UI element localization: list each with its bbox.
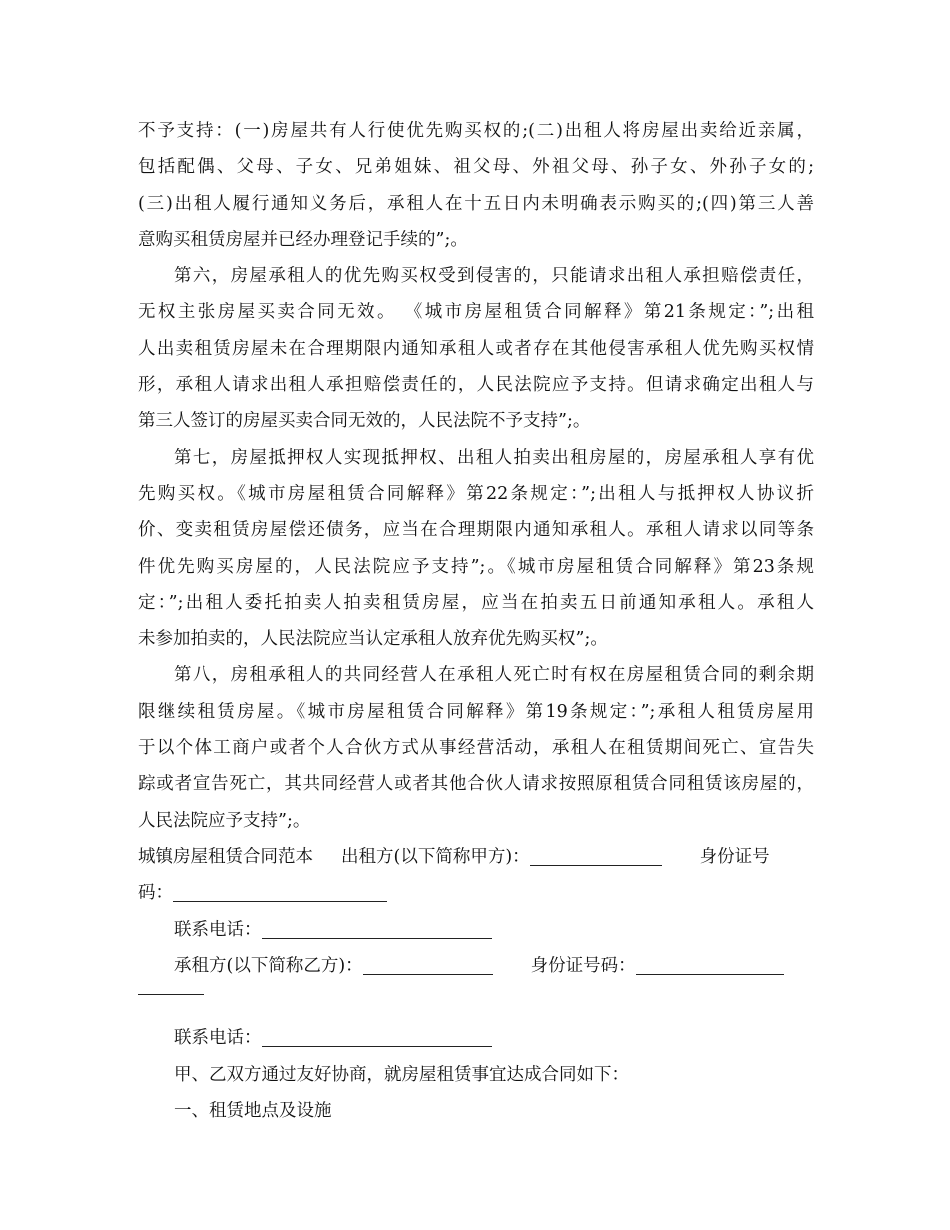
paragraph-line: 踪或者宣告死亡，其共同经营人或者其他合伙人请求按照原租赁合同租赁该房屋的， — [138, 774, 814, 795]
lessor-label: 出租方(以下简称甲方)： — [341, 846, 530, 867]
paragraph-line: 先购买权。《城市房屋租赁合同解释》第22条规定：”;出租人与抵押权人协议折 — [138, 483, 814, 504]
lessor-phone-label: 联系电话： — [174, 919, 262, 940]
lessor-line — [138, 839, 814, 875]
lessee-id-blank — [636, 954, 784, 975]
lessee-id-blank-tail — [138, 994, 204, 995]
lessor-name-blank — [530, 845, 662, 866]
agreement-statement: 甲、乙双方通过友好协商，就房屋租赁事宜达成合同如下： — [174, 1064, 629, 1085]
document-page — [138, 113, 814, 1129]
lessee-phone-blank — [262, 1026, 492, 1047]
contract-title: 城镇房屋租赁合同范本 — [138, 846, 313, 867]
paragraph-line: 定：”;出租人委托拍卖人拍卖租赁房屋，应当在拍卖五日前通知承租人。承租人 — [138, 592, 814, 613]
paragraph-line: 限继续租赁房屋。《城市房屋租赁合同解释》第19条规定：”;承租人租赁房屋用 — [138, 701, 814, 722]
lessee-phone-label: 联系电话： — [174, 1028, 262, 1049]
paragraph-line: 形，承租人请求出租人承担赔偿责任的，人民法院应予支持。但请求确定出租人与 — [138, 375, 814, 396]
paragraph-line: (三)出租人履行通知义务后，承租人在十五日内未明确表示购买的;(四)第三人善 — [138, 193, 814, 214]
lessee-id-blank-continued — [138, 984, 814, 1020]
lessor-phone-line — [138, 912, 814, 948]
paragraph-line: 人出卖租赁房屋未在合理期限内通知承租人或者存在其他侵害承租人优先购买权情 — [138, 338, 814, 359]
lessor-phone-blank — [262, 918, 492, 939]
section-heading: 一、租赁地点及设施 — [174, 1101, 332, 1122]
paragraph-line: 价、变卖租赁房屋偿还债务，应当在合理期限内通知承租人。承租人请求以同等条 — [138, 520, 814, 541]
lessee-name-blank — [363, 954, 493, 975]
lessor-id-label: 身份证号 — [699, 846, 770, 867]
paragraph-line: 未参加拍卖的，人民法院应当认定承租人放弃优先购买权”;。 — [138, 629, 608, 650]
lessee-phone-line — [138, 1020, 814, 1056]
paragraph-line: 第七，房屋抵押权人实现抵押权、出租人拍卖出租房屋的，房屋承租人享有优 — [174, 447, 814, 468]
lessee-id-label: 身份证号码： — [530, 955, 636, 976]
paragraph-line: 包括配偶、父母、子女、兄弟姐妹、祖父母、外祖父母、孙子女、外孙子女的; — [138, 157, 814, 178]
paragraph-line: 无权主张房屋买卖合同无效。 《城市房屋租赁合同解释》第21条规定：”;出租 — [138, 302, 814, 323]
paragraph-line: 件优先购买房屋的，人民法院应予支持”;。《城市房屋租赁合同解释》第23条规 — [138, 556, 814, 577]
paragraph-line: 意购买租赁房屋并已经办理登记手续的”;。 — [138, 229, 468, 250]
paragraph-line: 第八，房租承租人的共同经营人在承租人死亡时有权在房屋租赁合同的剩余期 — [174, 665, 814, 686]
paragraph-line: 第六，房屋承租人的优先购买权受到侵害的，只能请求出租人承担赔偿责任， — [174, 266, 814, 287]
lessor-id-label-cont: 码： — [138, 883, 173, 904]
paragraph-line: 第三人签订的房屋买卖合同无效的，人民法院不予支持”;。 — [138, 411, 591, 432]
paragraph-line: 人民法院应予支持”;。 — [138, 810, 311, 831]
paragraph-line: 于以个体工商户或者个人合伙方式从事经营活动，承租人在租赁期间死亡、宣告失 — [138, 738, 814, 759]
lessor-id-blank — [173, 881, 387, 902]
lessor-id-line — [138, 875, 814, 911]
lessee-line — [138, 948, 814, 984]
paragraph-line: 不予支持：(一)房屋共有人行使优先购买权的;(二)出租人将房屋出卖给近亲属， — [138, 121, 814, 141]
lessee-label: 承租方(以下简称乙方)： — [174, 955, 363, 976]
